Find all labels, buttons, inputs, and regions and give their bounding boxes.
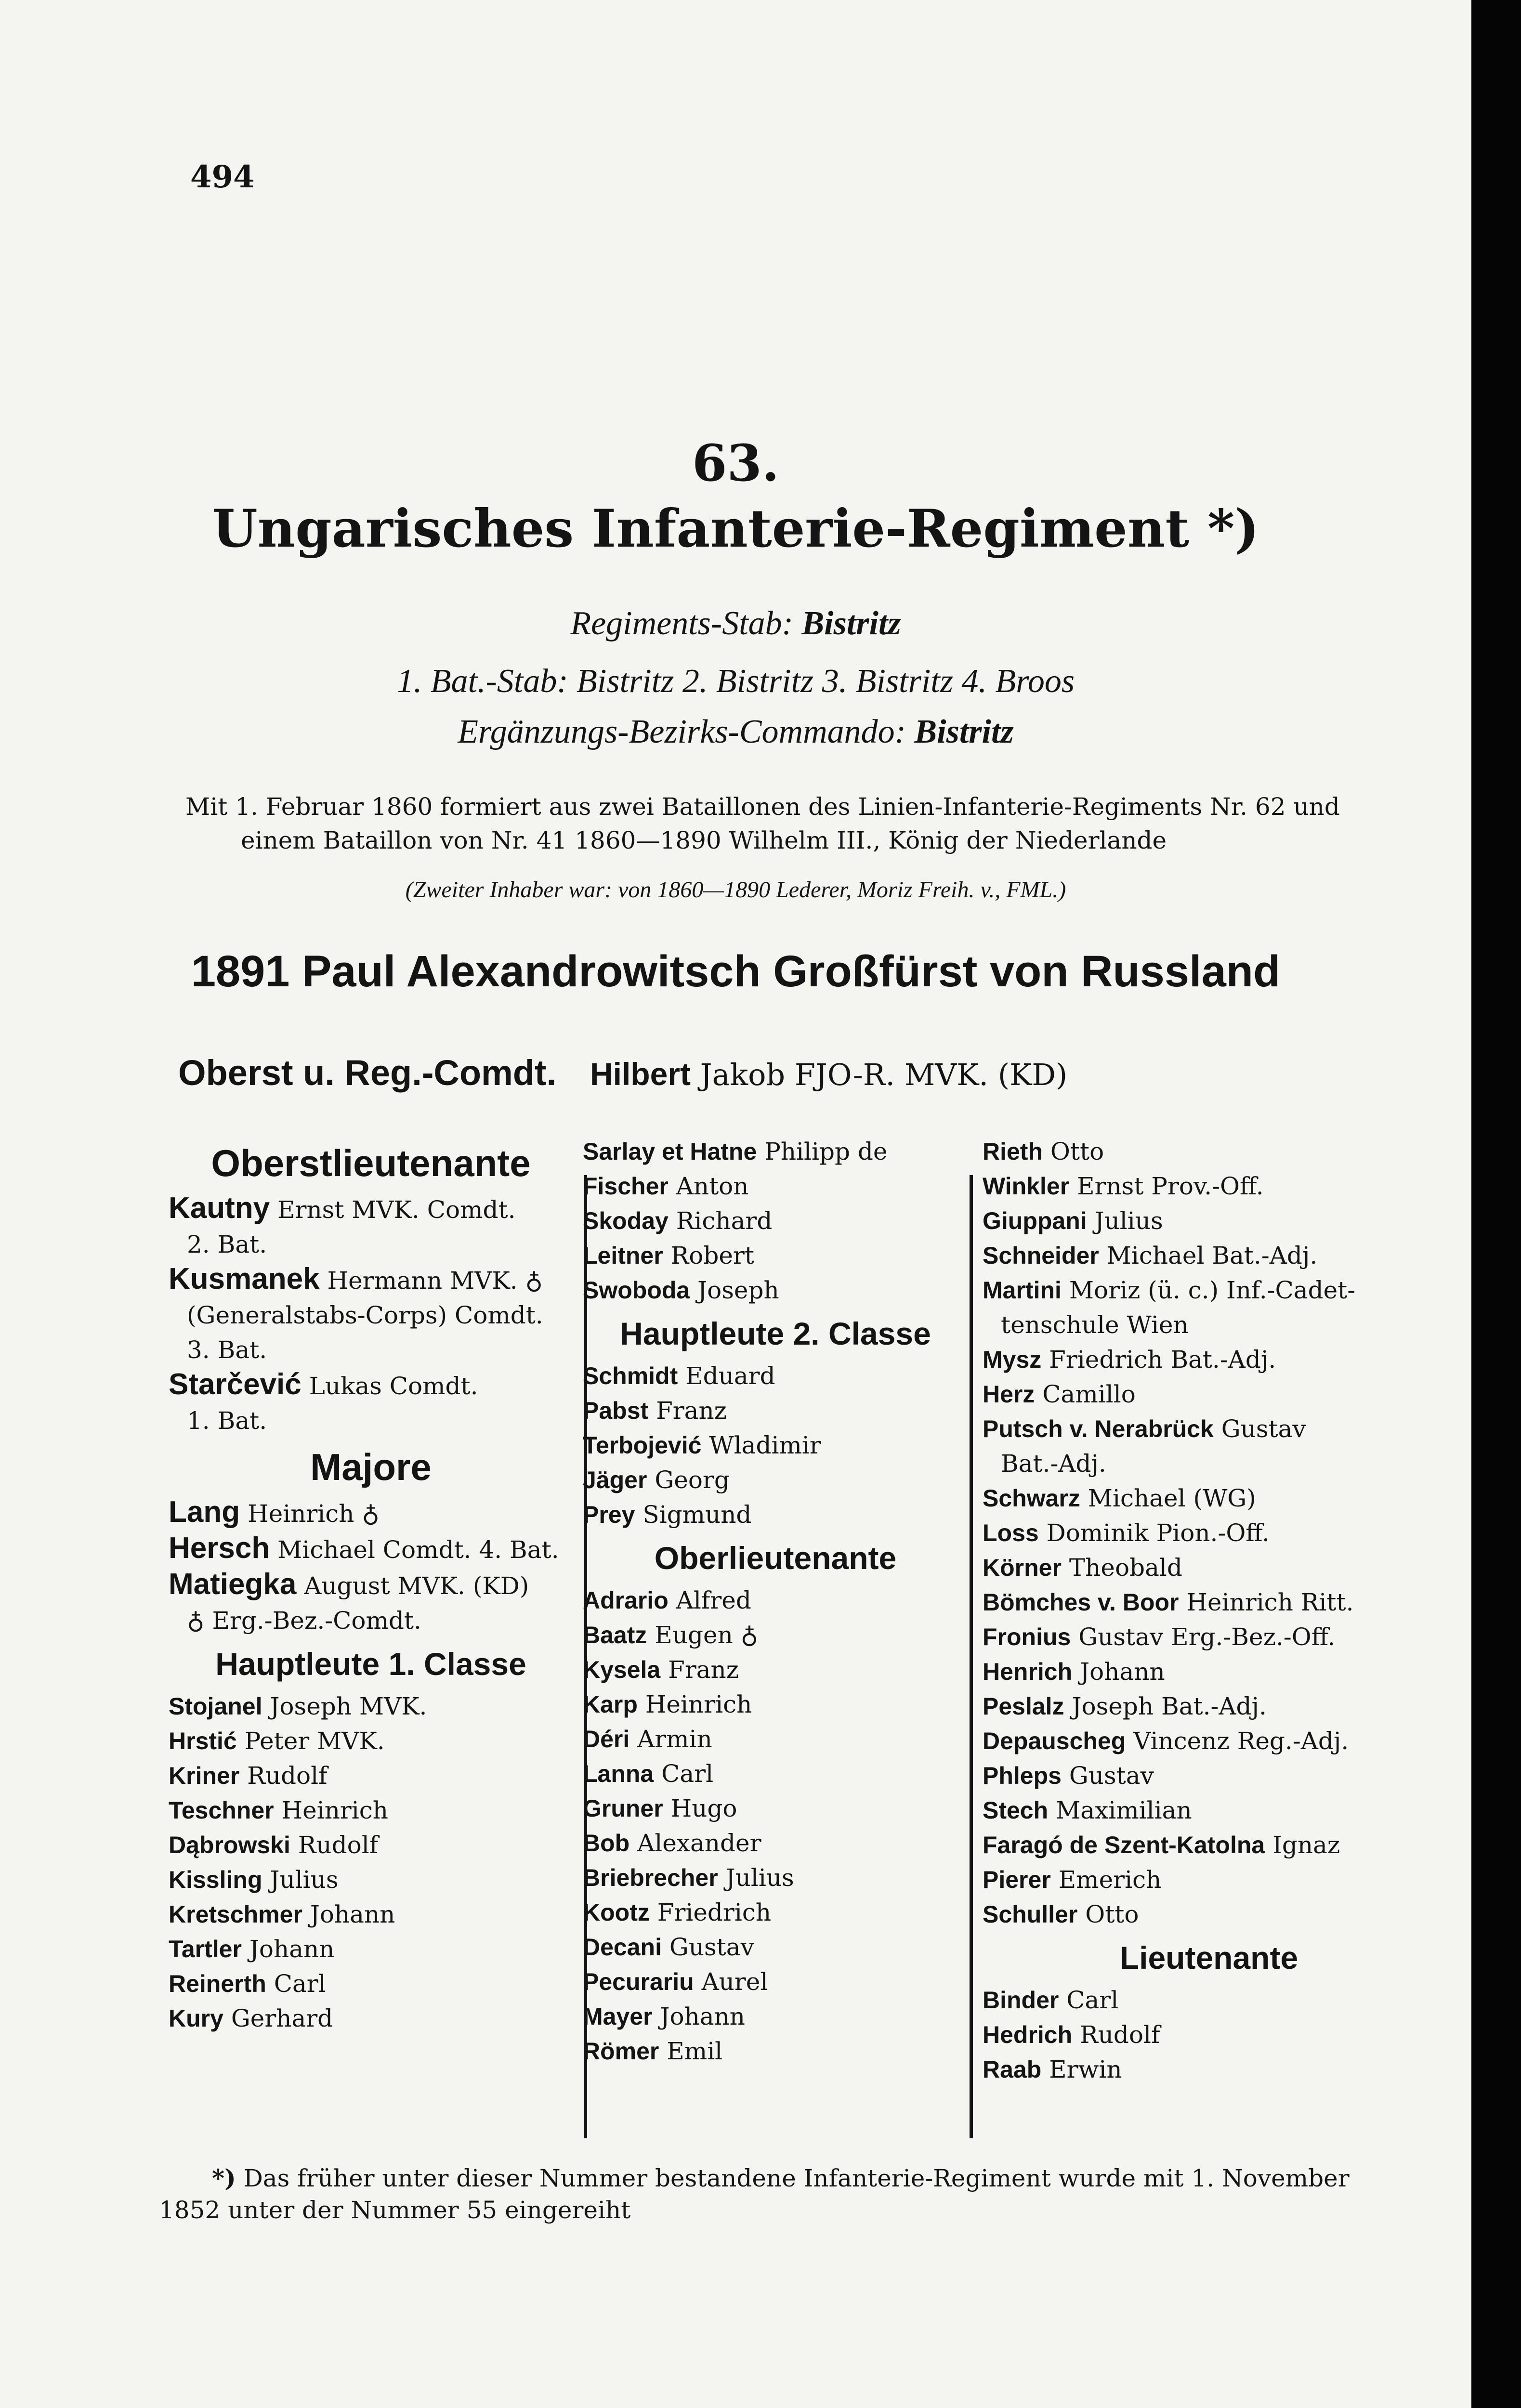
roster-entry [983, 1828, 1435, 1862]
regiments-stab-label: Regiments-Stab: [570, 605, 793, 642]
officer-surname: Pecurariu [583, 1968, 694, 1995]
officer-details: Gustav Erg.-Bez.-Off. [1078, 1623, 1336, 1651]
officer-surname: Herz [983, 1381, 1035, 1408]
roster-entry [983, 1169, 1435, 1204]
officer-details: Ernst MVK. Comdt. [277, 1196, 516, 1224]
roster-entry [583, 1497, 968, 1532]
officer-details: Friedrich [657, 1898, 772, 1926]
officer-surname: Kautny [169, 1191, 270, 1225]
officer-surname: Kriner [169, 1762, 240, 1789]
officer-surname: Lang [169, 1495, 240, 1529]
hauptleute1-list [169, 1689, 573, 2036]
roster-entry [583, 1618, 968, 1652]
officer-surname: Loss [983, 1519, 1039, 1546]
officer-details: Heinrich [281, 1796, 388, 1824]
leutnante-list [983, 1983, 1435, 2087]
scan-edge [1471, 0, 1521, 2408]
officer-details: Joseph Bat.-Adj. [1072, 1692, 1267, 1720]
roster-entry [583, 1722, 968, 1756]
roster-entry [583, 1428, 968, 1463]
officer-surname: Rieth [983, 1138, 1043, 1165]
leutnante-heading: Lieutenante [1119, 1940, 1298, 1976]
officer-details: Otto [1085, 1900, 1139, 1928]
officer-surname: Karp [583, 1691, 638, 1718]
officer-details: Friedrich Bat.-Adj. [1049, 1346, 1276, 1374]
officer-surname: Gruner [583, 1795, 663, 1822]
roster-entry [583, 1999, 968, 2034]
officer-details: Julius [1094, 1207, 1163, 1235]
officer-surname: Sarlay et Hatne [583, 1138, 757, 1165]
officer-surname: Martini [983, 1277, 1062, 1304]
roster-entry [583, 1463, 968, 1497]
officer-details-continued: 1. Bat. [187, 1407, 267, 1435]
ergaenzung-label: Ergänzungs-Bezirks-Commando: [458, 713, 906, 750]
officer-surname: Matiegka [169, 1568, 297, 1601]
officer-details: Erwin [1049, 2055, 1122, 2083]
officer-surname: Schwarz [983, 1485, 1080, 1512]
roster-column-1 [169, 1134, 573, 2036]
roster-entry [583, 1895, 968, 1930]
officer-surname: Briebrecher [583, 1864, 718, 1891]
footnote-text-1: Das früher unter dieser Nummer bestandene Infanterie-Regiment wurde mit 1. November [243, 2164, 1350, 2192]
officer-details: August MVK. (KD) [304, 1572, 529, 1600]
officer-details: Lukas Comdt. [309, 1372, 478, 1400]
officer-details: Michael (WG) [1088, 1484, 1256, 1512]
roster-entry [983, 1377, 1435, 1412]
officer-details: Rudolf [298, 1831, 379, 1859]
officer-surname: Skoday [583, 1207, 669, 1234]
officer-details: Joseph MVK. [270, 1692, 427, 1720]
oberstleutnante-list [169, 1191, 573, 1438]
roster-entry [983, 1758, 1435, 1793]
roster-entry [983, 1689, 1435, 1724]
roster-entry [983, 1342, 1435, 1377]
officer-surname: Terbojević [583, 1432, 702, 1459]
roster-entry [583, 1930, 968, 1964]
roster-entry [169, 1966, 573, 2001]
officer-details: Hugo [670, 1794, 737, 1822]
officer-details: Johann [1080, 1658, 1165, 1686]
officer-details: Michael Bat.-Adj. [1106, 1242, 1318, 1269]
officer-details: Rudolf [1080, 2021, 1160, 2049]
roster-entry [583, 1393, 968, 1428]
officer-surname: Adrario [583, 1587, 669, 1614]
col2-top-list [583, 1134, 968, 1308]
roster-entry [583, 2034, 968, 2068]
roster-entry [583, 1964, 968, 1999]
officer-details: Emil [667, 2037, 723, 2065]
officer-details-continued: (Generalstabs-Corps) Comdt. 3. Bat. [187, 1301, 543, 1364]
officer-surname: Hrstić [169, 1727, 237, 1754]
officer-surname: Bömches v. Boor [983, 1589, 1179, 1616]
roster-column-2 [583, 1134, 968, 2068]
officer-details: Johann [310, 1900, 395, 1928]
history-line-2: einem Bataillon von Nr. 41 1860—1890 Wilhelm III., König der Niederlande [241, 826, 1167, 854]
officer-details: Johann [660, 2002, 745, 2030]
oberleutnante-list [583, 1583, 968, 2068]
officer-details: Johann [249, 1935, 335, 1963]
page-number: 494 [190, 159, 255, 195]
officer-surname: Decani [583, 1934, 662, 1961]
officer-surname: Hersch [169, 1531, 270, 1565]
roster-entry [583, 1687, 968, 1722]
officer-surname: Faragó de Szent-Katolna [983, 1832, 1265, 1858]
roster-entry [983, 1481, 1435, 1516]
officer-details: Gustav [1069, 1762, 1154, 1790]
officer-details: Heinrich Ritt. [1186, 1588, 1354, 1616]
roster-entry [983, 1550, 1435, 1585]
officer-surname: Fronius [983, 1623, 1071, 1650]
officer-surname: Schneider [983, 1242, 1099, 1269]
roster-entry [983, 1724, 1435, 1758]
roster-entry [983, 2052, 1435, 2087]
officer-details: Heinrich ♁ [248, 1500, 380, 1528]
officer-surname: Jäger [583, 1466, 647, 1493]
footnote-line-2: 1852 unter der Nummer 55 eingereiht [159, 2196, 631, 2224]
officer-surname: Baatz [583, 1622, 647, 1649]
oberstleutnante-heading: Oberstlieutenante [211, 1142, 531, 1184]
roster-entry [983, 1897, 1435, 1932]
history-line-1: Mit 1. Februar 1860 formiert aus zwei Bataillonen des Linien-Infanterie-Regiments Nr. 62 und [185, 793, 1340, 821]
officer-surname: Kootz [583, 1899, 650, 1926]
officer-details: Gerhard [231, 2004, 333, 2032]
officer-surname: Lanna [583, 1760, 654, 1787]
roster-entry [983, 1238, 1435, 1273]
roster-entry [583, 1826, 968, 1860]
officer-details: Gustav [669, 1933, 754, 1961]
roster-entry [983, 1793, 1435, 1828]
battalion-stations-line: 1. Bat.-Stab: Bistritz 2. Bistritz 3. Bistritz 4. Broos [396, 663, 1075, 700]
footnote [159, 2162, 1421, 2226]
footnote-marker: *) [212, 2164, 236, 2192]
regiment-title: Ungarisches Infanterie-Regiment *) [212, 498, 1259, 559]
officer-details: Wladimir [709, 1431, 821, 1459]
officer-details: Philipp de [764, 1138, 888, 1165]
roster-entry [583, 1359, 968, 1393]
roster-column-3 [983, 1134, 1435, 2087]
officer-surname: Depauscheg [983, 1727, 1126, 1754]
regiments-stab-place: Bistritz [801, 605, 901, 642]
officer-surname: Bob [583, 1830, 630, 1857]
majore-list [169, 1495, 573, 1638]
regiments-stab-line [0, 604, 1471, 643]
roster-entry [169, 1828, 573, 1862]
officer-details: Franz [656, 1397, 727, 1425]
officer-surname: Kretschmer [169, 1901, 302, 1928]
roster-entry [983, 1516, 1435, 1550]
officer-surname: Swoboda [583, 1277, 690, 1304]
hauptleute2-list [583, 1359, 968, 1532]
officer-surname: Fischer [583, 1173, 669, 1200]
officer-surname: Prey [583, 1501, 635, 1528]
officer-details: Franz [668, 1656, 739, 1684]
officer-surname: Schuller [983, 1901, 1078, 1928]
officer-details: Maximilian [1056, 1796, 1192, 1824]
officer-surname: Starčević [169, 1368, 302, 1401]
roster-entry [169, 1367, 573, 1438]
officer-surname: Peslalz [983, 1693, 1064, 1720]
roster-entry [169, 1897, 573, 1932]
ergaenzung-place: Bistritz [914, 713, 1014, 750]
roster-entry [583, 1169, 968, 1204]
footnote-line-1 [159, 2162, 1421, 2194]
hauptleute1-heading: Hauptleute 1. Classe [215, 1646, 526, 1682]
roster-entry [169, 1495, 573, 1531]
officer-surname: Dąbrowski [169, 1832, 290, 1858]
officer-details-continued: ♁ Erg.-Bez.-Comdt. [187, 1607, 421, 1635]
officer-details: Theobald [1069, 1554, 1182, 1582]
oberleutnante-heading: Oberlieutenante [654, 1540, 897, 1576]
officer-surname: Mysz [983, 1346, 1042, 1373]
officer-surname: Tartler [169, 1936, 242, 1963]
commander-surname: Hilbert [590, 1056, 691, 1092]
officer-details: Carl [274, 1970, 326, 1998]
officer-surname: Henrich [983, 1658, 1073, 1685]
roster-entry [169, 1567, 573, 1638]
officer-details: Alexander [637, 1829, 761, 1857]
officer-details: Robert [670, 1242, 754, 1269]
officer-surname: Schmidt [583, 1362, 678, 1389]
officer-details: Richard [676, 1207, 773, 1235]
hauptleute2-heading: Hauptleute 2. Classe [620, 1316, 931, 1351]
officer-surname: Mayer [583, 2003, 653, 2030]
officer-details: Dominik Pion.-Off. [1046, 1519, 1270, 1547]
officer-surname: Leitner [583, 1242, 663, 1269]
roster-entry [169, 1689, 573, 1724]
officer-surname: Déri [583, 1726, 630, 1753]
officer-details: Anton [676, 1172, 749, 1200]
roster-entry [169, 1724, 573, 1758]
roster-entry [983, 1862, 1435, 1897]
officer-details: Sigmund [642, 1501, 752, 1529]
roster-entry [583, 1273, 968, 1308]
officer-details-continued: Bat.-Adj. [1001, 1450, 1106, 1478]
officer-details: Julius [270, 1866, 339, 1894]
officer-details: Eduard [685, 1362, 775, 1390]
officer-surname: Stech [983, 1797, 1049, 1824]
officer-details: Gustav [1221, 1415, 1306, 1443]
officer-surname: Pierer [983, 1866, 1051, 1893]
officer-details: Eugen ♁ [655, 1621, 759, 1649]
officer-details: Hermann MVK. ♁ [327, 1267, 543, 1295]
proprietor-heading: 1891 Paul Alexandrowitsch Großfürst von Russland [191, 947, 1281, 996]
officer-surname: Hedrich [983, 2021, 1073, 2048]
majore-heading: Majore [310, 1446, 432, 1488]
officer-surname: Stojanel [169, 1693, 262, 1720]
officer-surname: Phleps [983, 1762, 1062, 1789]
roster-entry [583, 1756, 968, 1791]
officer-details: Aurel [701, 1968, 768, 1996]
roster-entry [169, 2001, 573, 2036]
column-divider-2 [970, 1175, 973, 2138]
regiment-history [185, 790, 1399, 857]
officer-details: Emerich [1058, 1866, 1162, 1894]
officer-surname: Giuppani [983, 1207, 1087, 1234]
roster-entry [169, 1262, 573, 1367]
officer-details: Georg [655, 1466, 730, 1494]
roster-entry [169, 1862, 573, 1897]
commander-details: Jakob FJO-R. MVK. (KD) [700, 1057, 1068, 1092]
officer-surname: Reinerth [169, 1970, 266, 1997]
officer-details: Rudolf [247, 1762, 328, 1790]
roster-entry [169, 1793, 573, 1828]
roster-entry [983, 1620, 1435, 1654]
officer-details: Julius [725, 1864, 794, 1892]
officer-surname: Pabst [583, 1397, 649, 1424]
roster-entry [983, 1134, 1435, 1169]
roster-entry [983, 1983, 1435, 2017]
roster-entry [583, 1238, 968, 1273]
officer-surname: Binder [983, 1987, 1059, 2014]
officer-surname: Winkler [983, 1173, 1070, 1200]
officer-details: Vincenz Reg.-Adj. [1133, 1727, 1349, 1755]
officer-surname: Körner [983, 1554, 1062, 1581]
officer-details: Alfred [676, 1586, 751, 1614]
roster-entry [169, 1932, 573, 1966]
roster-entry [983, 1412, 1435, 1481]
officer-details: Carl [661, 1760, 714, 1788]
officer-surname: Kusmanek [169, 1262, 320, 1296]
officer-details: Heinrich [645, 1690, 752, 1718]
officer-surname: Römer [583, 2038, 659, 2065]
regiment-commander [178, 1052, 1067, 1093]
roster-entry [583, 1204, 968, 1238]
roster-entry [983, 1273, 1435, 1342]
roster-entry [583, 1791, 968, 1826]
officer-surname: Teschner [169, 1797, 274, 1824]
officer-details: Otto [1050, 1138, 1104, 1165]
officer-details: Peter MVK. [244, 1727, 385, 1755]
second-owner-note: (Zweiter Inhaber war: von 1860—1890 Lederer, Moriz Freih. v., FML.) [405, 877, 1066, 903]
roster-entry [983, 1204, 1435, 1238]
officer-details: Joseph [697, 1276, 779, 1304]
ergaenzung-line [0, 713, 1471, 751]
commander-rank: Oberst u. Reg.-Comdt. [178, 1053, 557, 1093]
officer-surname: Kury [169, 2005, 223, 2032]
roster-entry [583, 1583, 968, 1618]
officer-details-continued: tenschule Wien [1001, 1311, 1189, 1339]
officer-details: Ernst Prov.-Off. [1077, 1172, 1264, 1200]
regiment-number: 63. [692, 433, 779, 493]
officer-surname: Putsch v. Nerabrück [983, 1415, 1214, 1442]
roster-entry [583, 1652, 968, 1687]
officer-surname: Raab [983, 2056, 1042, 2083]
officer-details: Carl [1066, 1986, 1119, 2014]
roster-entry [983, 1585, 1435, 1620]
roster-entry [983, 2017, 1435, 2052]
officer-details: Ignaz [1272, 1831, 1340, 1859]
roster-entry [169, 1191, 573, 1262]
roster-entry [169, 1531, 573, 1567]
roster-entry [583, 1860, 968, 1895]
officer-details: Moriz (ü. c.) Inf.-Cadet- [1069, 1276, 1356, 1304]
officer-details: Camillo [1042, 1380, 1136, 1408]
officer-details-continued: 2. Bat. [187, 1230, 267, 1258]
col3-top-list [983, 1134, 1435, 1932]
roster-entry [583, 1134, 968, 1169]
officer-details: Armin [637, 1725, 712, 1753]
roster-entry [169, 1758, 573, 1793]
officer-surname: Kissling [169, 1866, 262, 1893]
roster-entry [983, 1654, 1435, 1689]
officer-details: Michael Comdt. 4. Bat. [277, 1536, 559, 1564]
officer-surname: Kysela [583, 1656, 661, 1683]
